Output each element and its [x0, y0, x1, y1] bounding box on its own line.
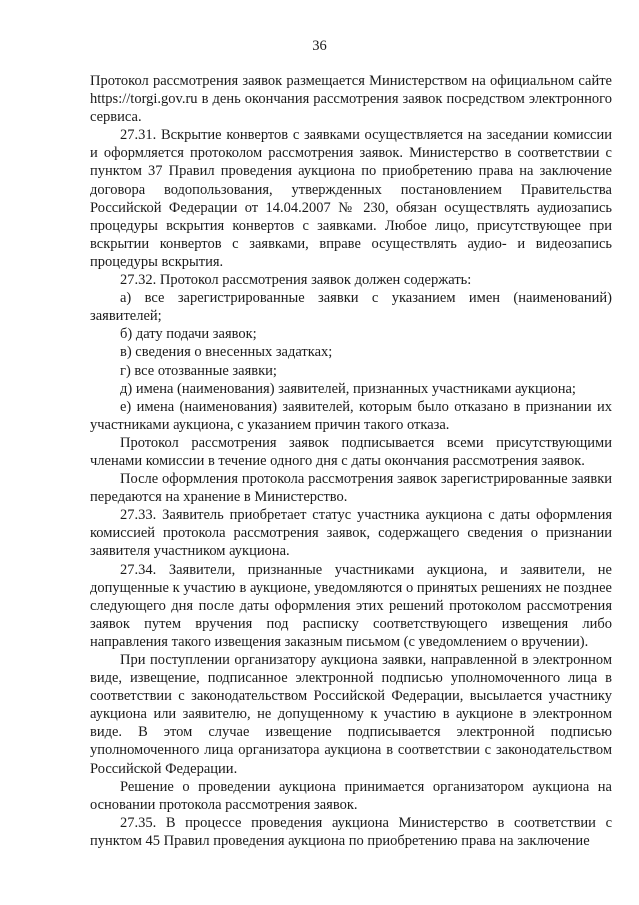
paragraph: д) имена (наименования) заявителей, признанных участниками аукциона;	[120, 380, 576, 397]
paragraph: г) все отозванные заявки;	[120, 362, 277, 379]
paragraph: 27.33. Заявитель приобретает статус участника аукциона с даты оформления комиссией протокола рассмотрения заявок, содержащего сведения о признании заявителя участником аукциона.	[90, 507, 612, 560]
paragraph: а) все зарегистрированные заявки с указанием имен (наименований) заявителей;	[90, 290, 612, 325]
paragraph: Протокол рассмотрения заявок подписывается всеми присутствующими членами комиссии в течение одного дня с даты окончания рассмотрения заявок.	[90, 434, 612, 469]
paragraph: в) сведения о внесенных задатках;	[120, 344, 333, 361]
paragraph: При поступлении организатору аукциона заявки, направленной в электронном виде, извещение, подписанное электронной подписью уполномоченного лица в соответствии с законодательством Российской Федерации, высылается участнику аукциона или заявителю, не допущенному к участию в аукционе в электронном виде. В этом случае извещение подписывается электронной подписью уполномоченного лица организатора аукциона в соответствии с законодательством Российской Федерации.	[90, 652, 612, 777]
paragraph: Протокол рассмотрения заявок размещается Министерством на официальном сайте https://torgi.gov.ru в день окончания рассмотрения заявок посредством электронного сервиса.	[90, 73, 612, 126]
paragraph: 27.31. Вскрытие конвертов с заявками осуществляется на заседании комиссии и оформляется протоколом рассмотрения заявок. Министерство в соответствии с пунктом 37 Правил проведения аукциона по приобретению права на заключение договора водопользования, утвержденных постановлением Правительства Российской Федерации от 14.04.2007 № 230, обязан осуществлять аудиозапись процедуры вскрытия конвертов с заявками. Любое лицо, присутствующее при вскрытии конвертов с заявками, вправе осуществлять аудио- и видеозапись процедуры вскрытия.	[90, 127, 612, 270]
paragraph: б) дату подачи заявок;	[120, 326, 257, 343]
paragraph: 27.32. Протокол рассмотрения заявок должен содержать:	[120, 272, 472, 289]
paragraph: е) имена (наименования) заявителей, которым было отказано в признании их участниками аукциона, с указанием причин такого отказа.	[90, 398, 612, 433]
page-number: 36	[312, 38, 327, 54]
paragraph: 27.34. Заявители, признанные участниками аукциона, и заявители, не допущенные к участию в аукционе, уведомляются о принятых решениях не позднее следующего дня после даты оформления этих решений протоколом рассмотрения заявок путем вручения под расписку соответствующего извещения либо направления такого извещения заказным письмом (с уведомлением о вручении).	[90, 561, 612, 650]
document-body	[90, 72, 612, 850]
paragraph: 27.35. В процессе проведения аукциона Министерство в соответствии с пунктом 45 Правил проведения аукциона по приобретению права на заключение	[90, 814, 612, 849]
paragraph: Решение о проведении аукциона принимается организатором аукциона на основании протокола рассмотрения заявок.	[90, 778, 612, 813]
paragraph: После оформления протокола рассмотрения заявок зарегистрированные заявки передаются на хранение в Министерство.	[90, 471, 612, 506]
